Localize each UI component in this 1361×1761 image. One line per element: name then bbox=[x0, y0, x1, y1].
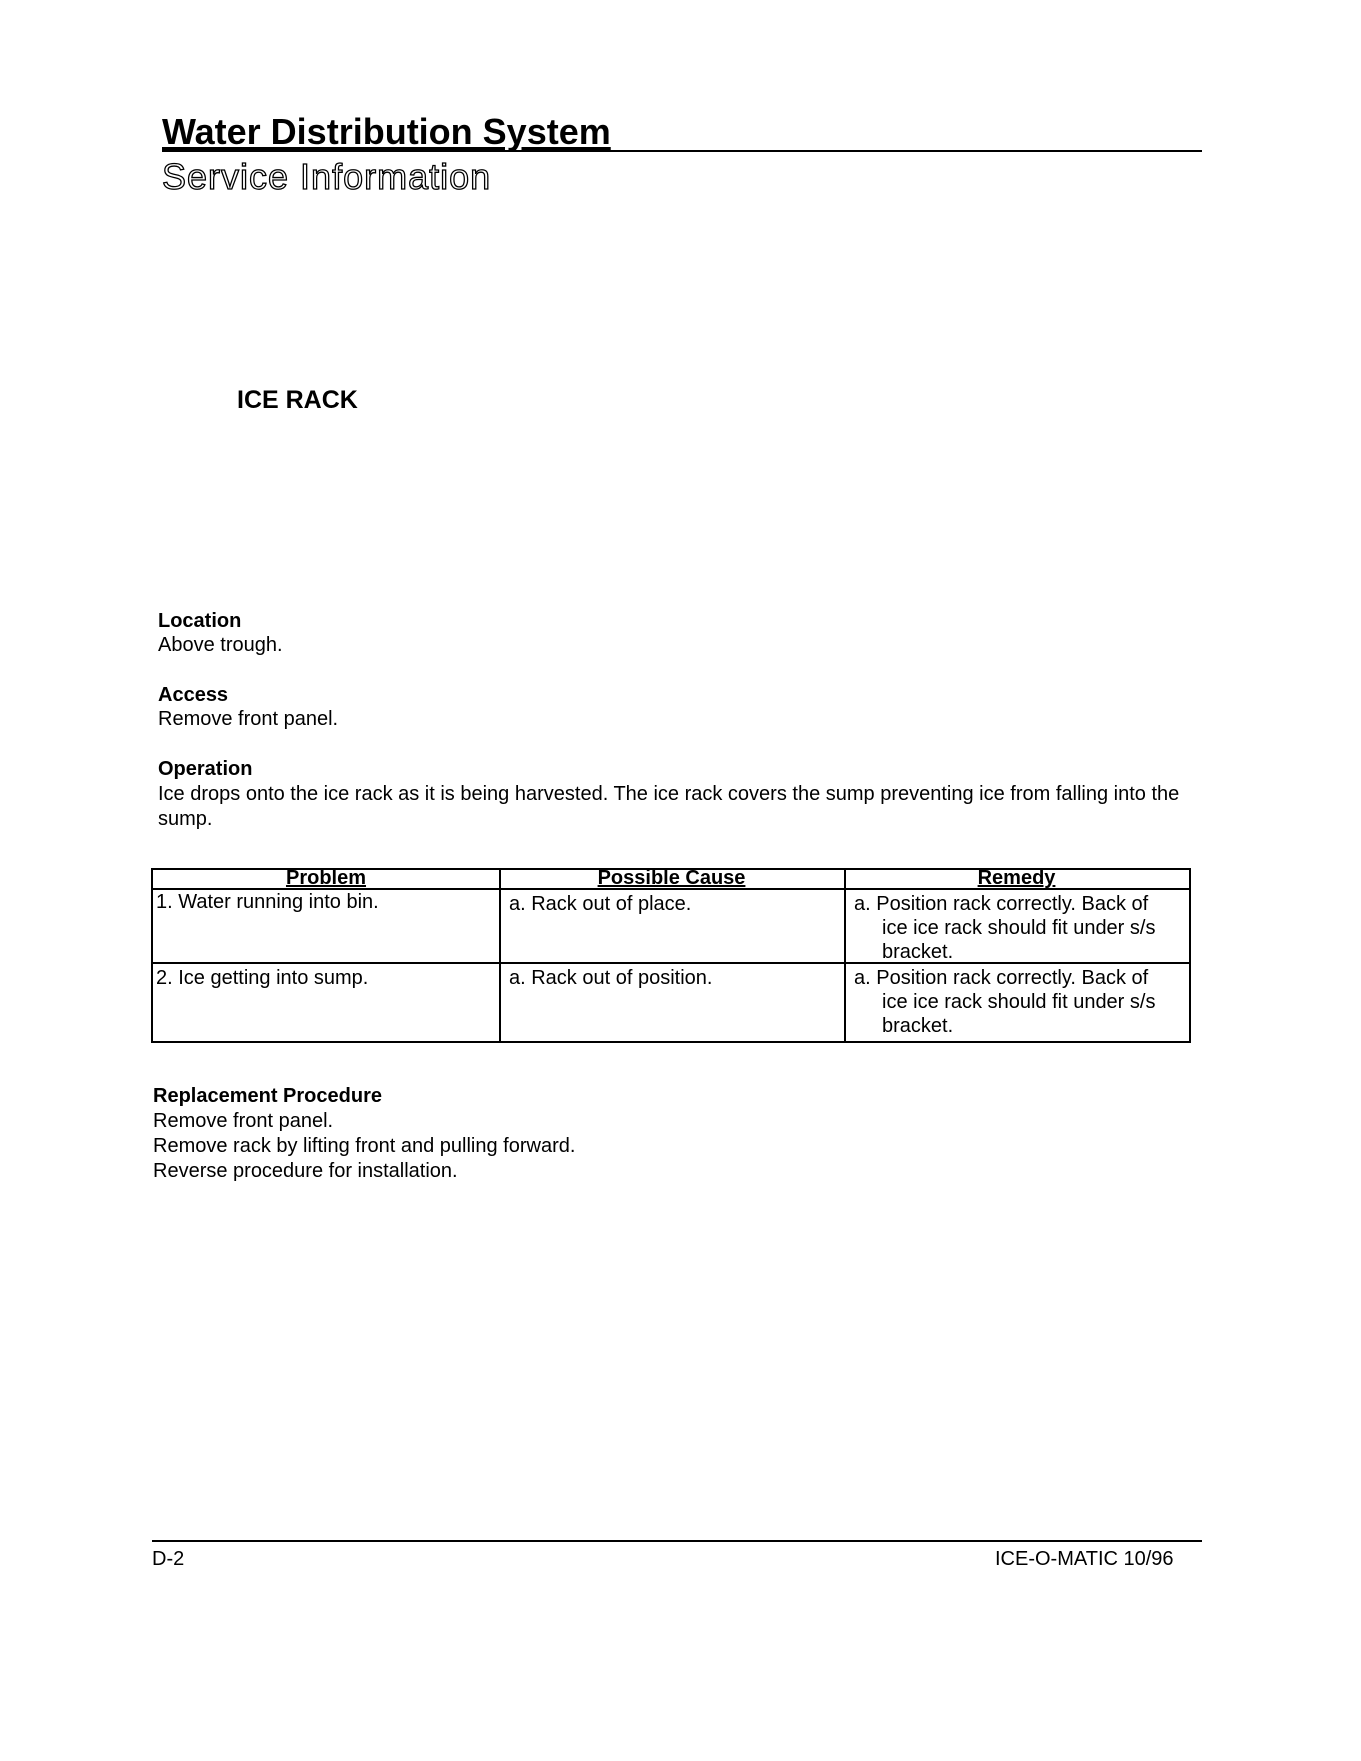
page-title: Water Distribution System bbox=[162, 111, 611, 152]
table-cell-remedy bbox=[854, 966, 1155, 1038]
header-rule bbox=[162, 150, 1202, 152]
remedy-line: ice ice rack should fit under s/s bbox=[882, 991, 1156, 1013]
troubleshooting-table bbox=[151, 868, 1191, 1043]
remedy-line: ice ice rack should fit under s/s bbox=[882, 917, 1156, 939]
location-label: Location bbox=[158, 610, 242, 632]
location-text: Above trough. bbox=[158, 634, 283, 656]
replacement-label: Replacement Procedure bbox=[153, 1085, 382, 1107]
remedy-line: a. Position rack correctly. Back of bbox=[854, 893, 1149, 915]
table-cell-problem: 1. Water running into bin. bbox=[156, 891, 379, 913]
replacement-step: Remove rack by lifting front and pulling forward. bbox=[153, 1135, 576, 1157]
footer-brand-date: ICE-O-MATIC 10/96 bbox=[995, 1548, 1174, 1570]
page-subtitle: Service Information bbox=[162, 156, 492, 197]
table-column-divider bbox=[844, 870, 846, 1041]
access-text: Remove front panel. bbox=[158, 708, 339, 730]
replacement-step: Reverse procedure for installation. bbox=[153, 1160, 458, 1182]
table-header-problem: Problem bbox=[285, 867, 367, 889]
table-header-remedy: Remedy bbox=[977, 867, 1056, 889]
remedy-line: a. Position rack correctly. Back of bbox=[854, 967, 1149, 989]
remedy-line: bracket. bbox=[882, 941, 954, 963]
remedy-line: bracket. bbox=[882, 1015, 954, 1037]
table-cell-problem: 2. Ice getting into sump. bbox=[156, 967, 369, 989]
table-column-divider bbox=[499, 870, 501, 1041]
footer-rule bbox=[152, 1540, 1202, 1542]
page-number: D-2 bbox=[152, 1548, 185, 1570]
table-cell-cause: a. Rack out of place. bbox=[509, 893, 692, 915]
table-cell-remedy bbox=[854, 892, 1155, 964]
replacement-step: Remove front panel. bbox=[153, 1110, 334, 1132]
operation-text: Ice drops onto the ice rack as it is being harvested. The ice rack covers the sump preventing ice from falling into the sump. bbox=[158, 783, 1180, 830]
table-cell-cause: a. Rack out of position. bbox=[509, 967, 713, 989]
section-title: ICE RACK bbox=[237, 386, 358, 414]
table-header-cause: Possible Cause bbox=[597, 867, 746, 889]
access-label: Access bbox=[158, 684, 229, 706]
operation-label: Operation bbox=[158, 758, 253, 780]
